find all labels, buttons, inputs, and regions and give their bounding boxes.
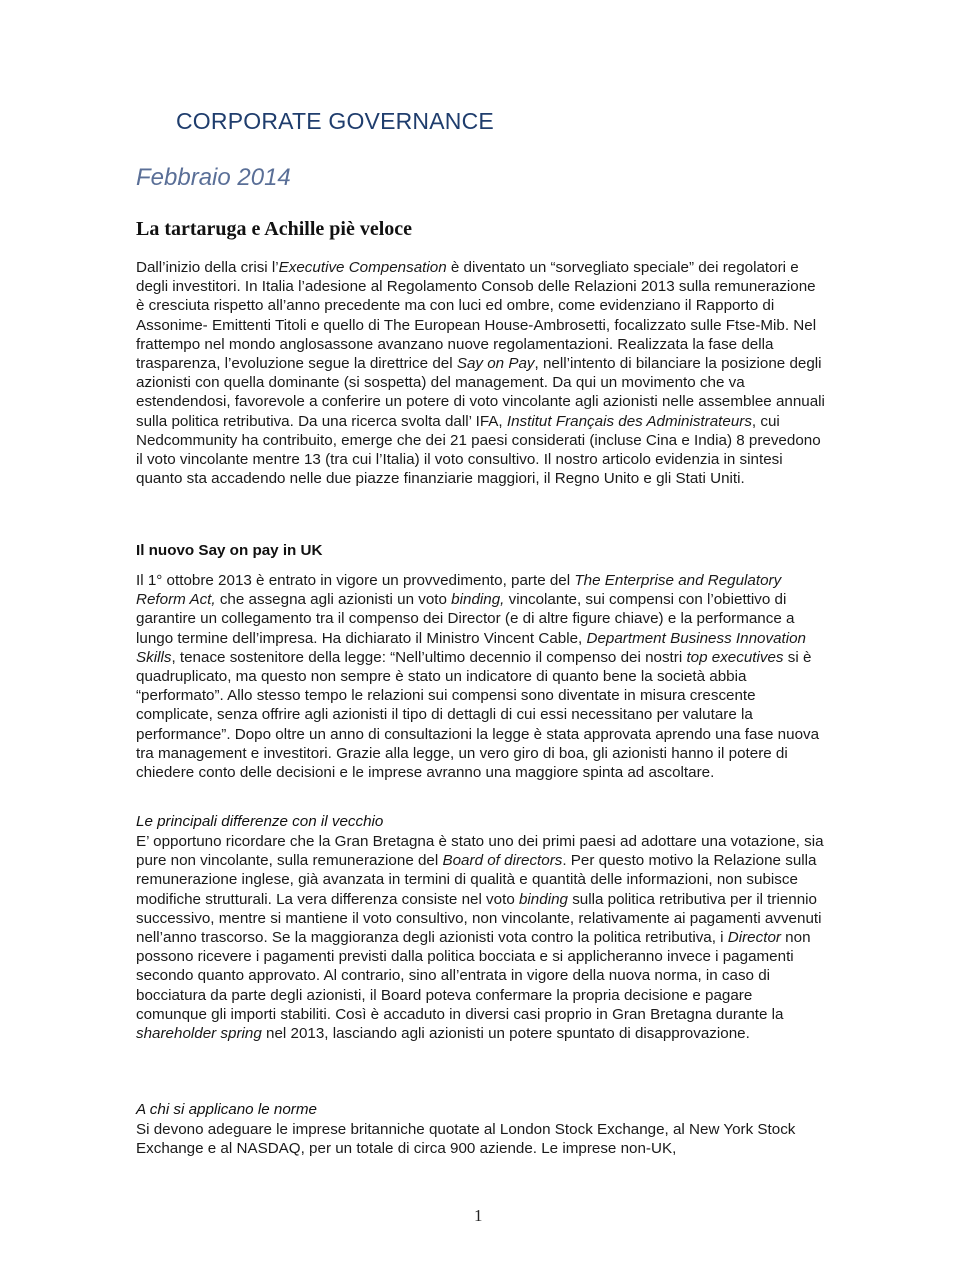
section-uk-paragraph: Il 1° ottobre 2013 è entrato in vigore un provvedimento, parte del The Enterprise and Regulatory Reform Act, che assegna agli azionisti un voto binding, vincolante, sui compensi con l’obiettivo di garantire un collegamento tra il compenso dei Director (e di altre figure chiave) e la performance a lungo termine dell’impresa. Ha dichiarato il Ministro Vincent Cable, Department Business Innovation Skills, tenace sostenitore della legge: “Nell’ultimo decennio il compenso dei nostri top executives si è quadruplicato, ma questo non sempre è stato un indicatore di quanto bene la società abbia “performato”. Allo stesso tempo le relazioni sui compensi sono diventate in misura crescente complicate, senza offrire agli azionisti il tipo di dettagli di cui essi necessitano per valutare la performance”. Dopo oltre un anno di consultazioni la legge è stata approvata aprendo una fase nuova tra management e investitori. Grazie alla legge, un vero giro di boa, gli azionisti hanno il potere di chiedere conto delle decisioni e le imprese avranno una maggiore spinta ad ascoltare. <box>136 572 820 782</box>
section-differences-paragraph: E’ opportuno ricordare che la Gran Bretagna è stato uno dei primi paesi ad adottare una votazione, sia pure non vincolante, sulla remunerazione del Board of directors. Per questo motivo la Relazione sulla remunerazione inglese, già avanzata in termini di qualità e quantità delle informazioni, non subisce modifiche strutturali. La vera differenza consiste nel voto binding sulla politica retributiva per il triennio successivo, mentre si mantiene il voto consultivo, non vincolante, relativamente ai pagamenti avvenuti nell’anno trascorso. Se la maggioranza degli azionisti vota contro la politica retributiva, i Director non possono ricevere i pagamenti previsti dalla politica bocciata e si applicheranno invece i pagamenti secondo quanto approvato. Al contrario, sino all’entrata in vigore della nuova norma, in caso di bocciatura da parte degli azionisti, il Board poteva confermare la propria decisione e pagare comunque gli importi stabiliti. Così è accaduto in diversi casi proprio in Gran Bretagna durante la shareholder spring nel 2013, lasciando agli azionisti un potere spuntato di disapprovazione. <box>136 833 824 1043</box>
section-heading-uk: Il nuovo Say on pay in UK <box>136 542 323 559</box>
section-title: CORPORATE GOVERNANCE <box>176 108 494 134</box>
intro-paragraph: Dall’inizio della crisi l’Executive Compensation è diventato un “sorvegliato speciale” dei regolatori e degli investitori. In Italia l’adesione al Regolamento Consob delle Relazioni 2013 sulla remunerazione è cresciuta rispetto all’anno precedente ma con luci ed ombre, come evidenziano il Rapporto di Assonime- Emittenti Titoli e quello di The European House-Ambrosetti, focalizzato sulle Ftse-Mib. Nel frattempo nel mondo anglosassone avanzano nuove regolamentazioni. Realizzata la fase della trasparenza, l’evoluzione segue la direttrice del Say on Pay, nell’intento di bilanciare la posizione degli azionisti con quella dominante (si sospetta) del management. Da qui un movimento che va estendendosi, favorevole a conferire un potere di voto vincolante agli azionisti nelle assemblee annuali sulla politica retributiva. Da una ricerca svolta dall’ IFA, Institut Français des Administrateurs, cui Nedcommunity ha contribuito, emerge che dei 21 paesi considerati (incluse Cina e India) 8 prevedono il voto vincolante mentre 13 (tra cui l’Italia) il voto consultivo. Il nostro articolo evidenzia in sintesi quanto sta accadendo nelle due piazze finanziarie maggiori, il Regno Unito e gli Stati Uniti. <box>136 259 825 488</box>
section-heading-differences: Le principali differenze con il vecchio <box>136 813 384 830</box>
section-scope-paragraph: Si devono adeguare le imprese britanniche quotate al London Stock Exchange, al New York Stock Exchange e al NASDAQ, per un totale di circa 900 aziende. Le imprese non-UK, <box>136 1121 796 1158</box>
issue-date: Febbraio 2014 <box>136 164 291 191</box>
article-title: La tartaruga e Achille piè veloce <box>136 218 413 240</box>
section-heading-scope: A chi si applicano le norme <box>136 1101 317 1118</box>
page-number: 1 <box>474 1206 483 1225</box>
